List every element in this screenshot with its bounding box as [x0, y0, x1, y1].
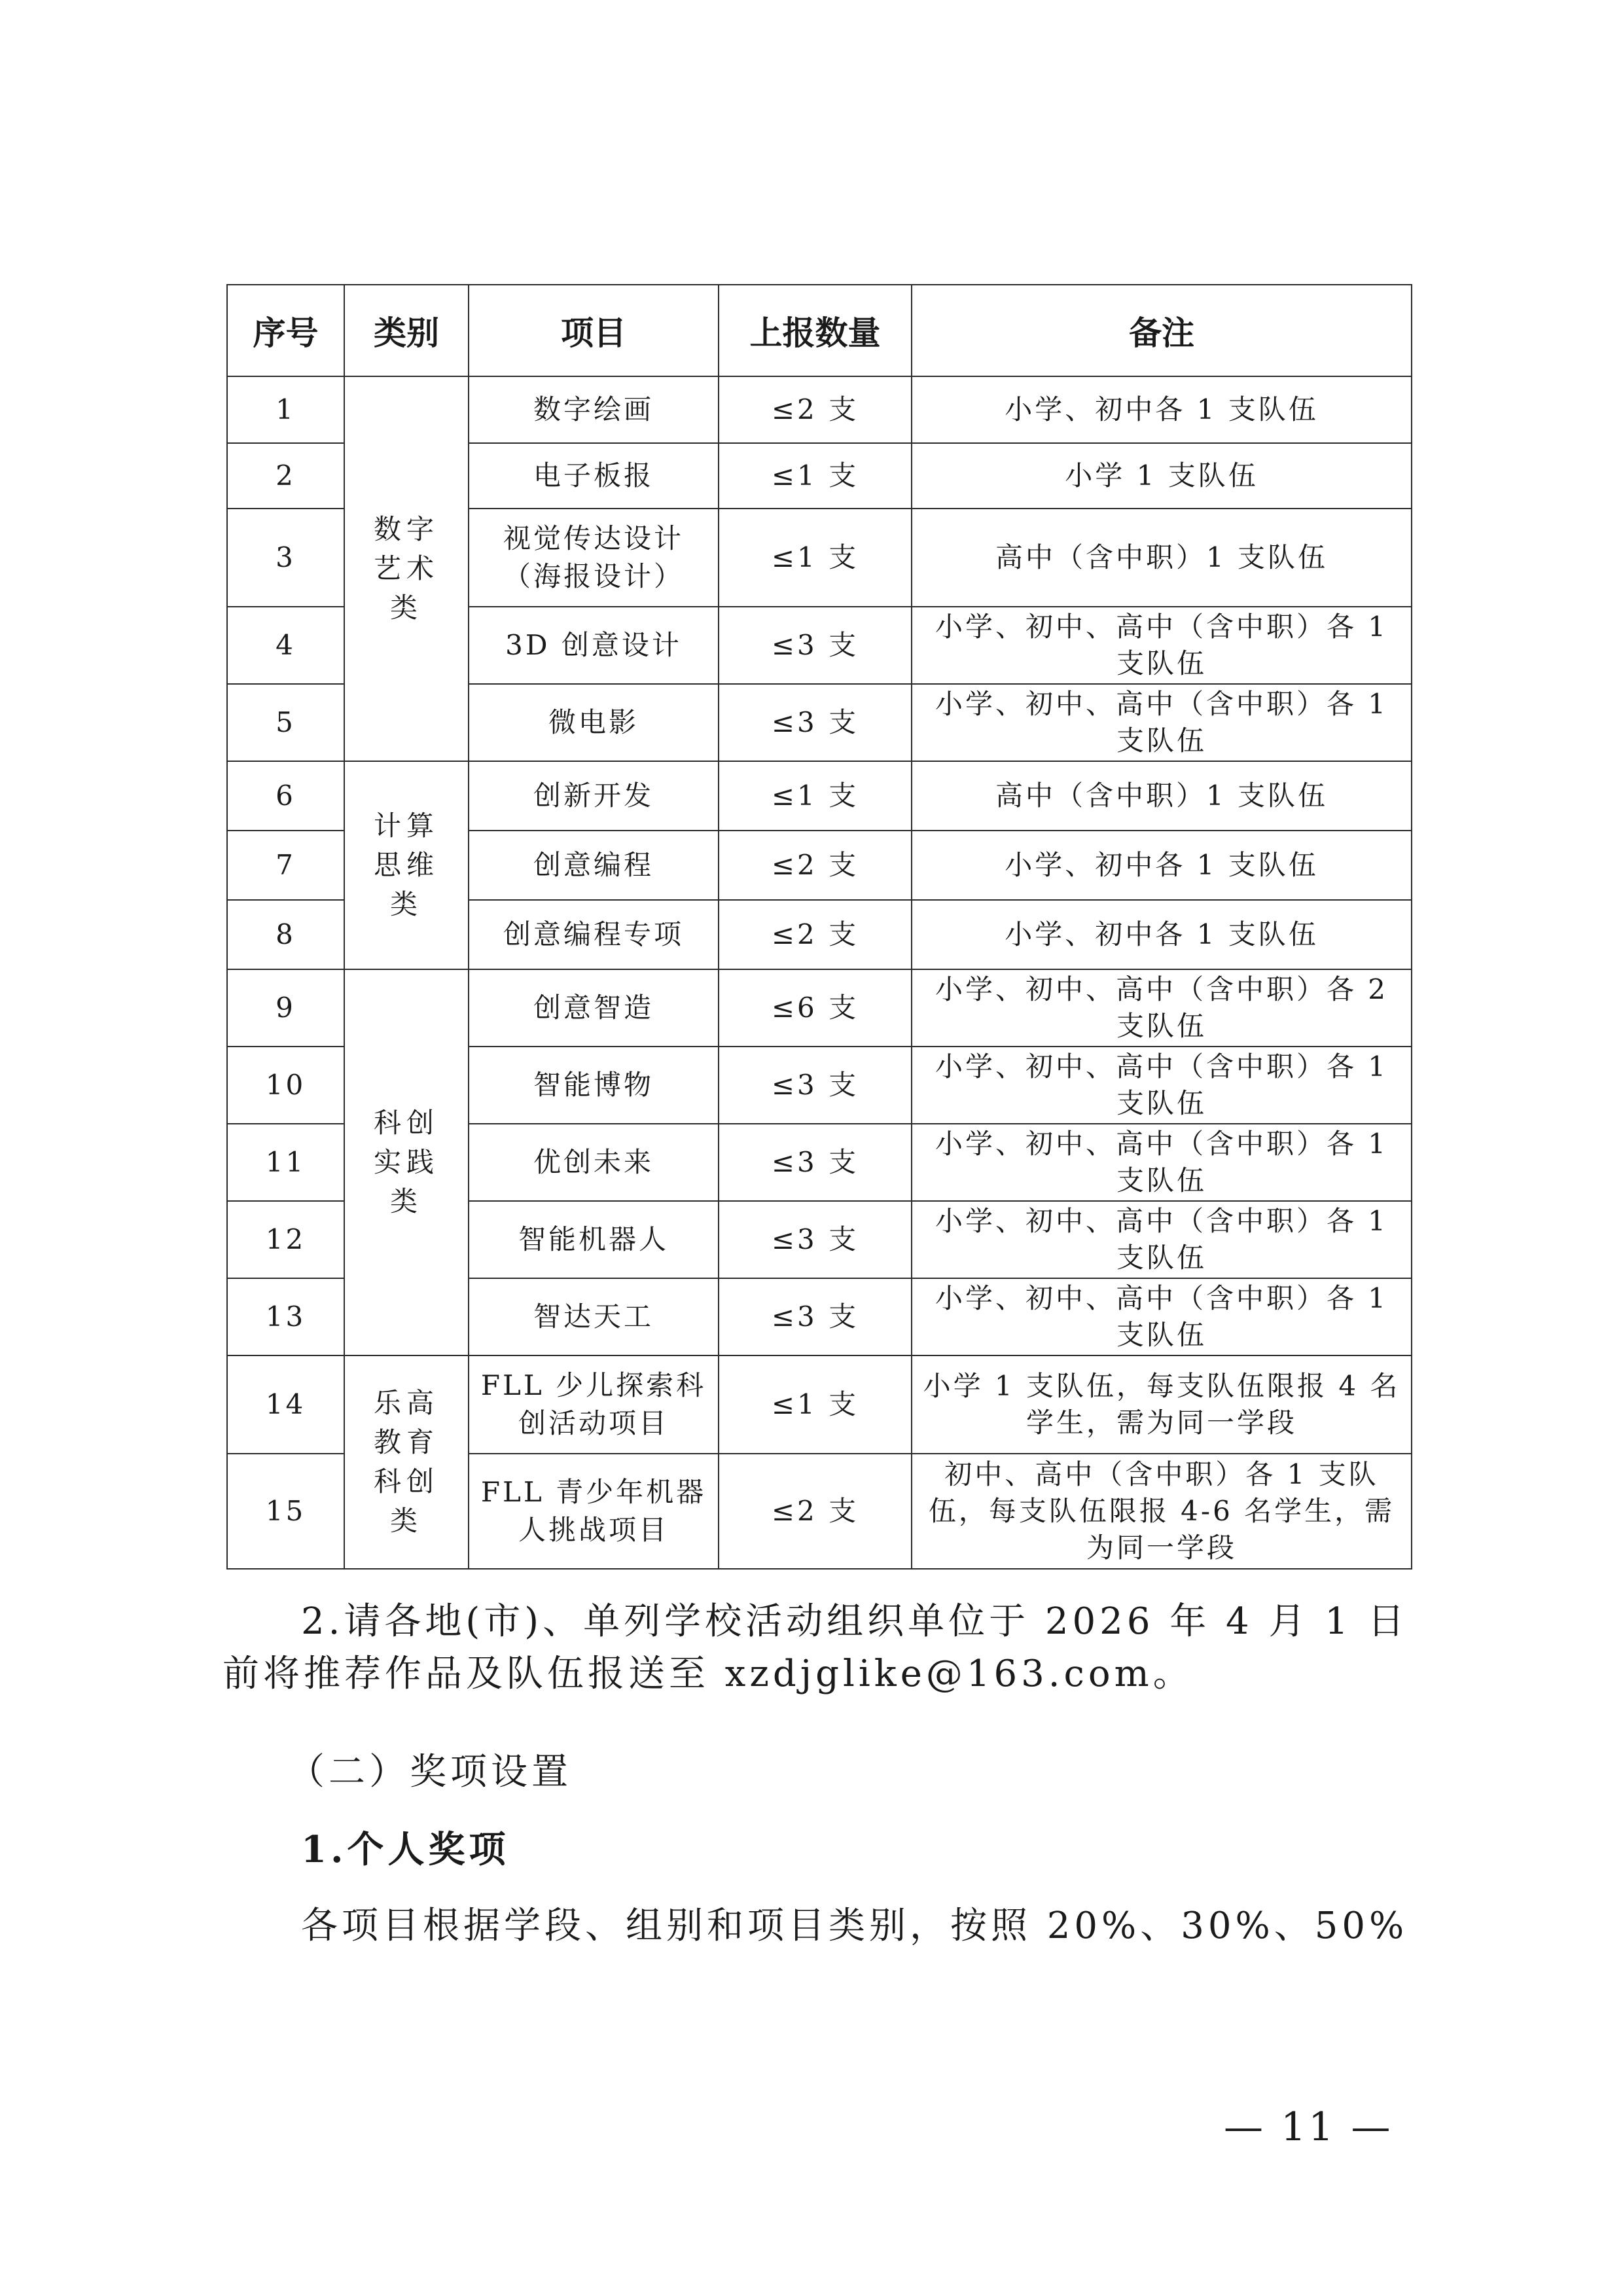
- row-note: 小学、初中、高中（含中职）各 1 支队伍: [912, 1201, 1412, 1278]
- row-note: 小学、初中、高中（含中职）各 1 支队伍: [912, 1047, 1412, 1124]
- row-note: 小学、初中、高中（含中职）各 1 支队伍: [912, 684, 1412, 761]
- row-note: 小学、初中各 1 支队伍: [912, 900, 1412, 969]
- row-no: 10: [227, 1047, 344, 1124]
- row-no: 15: [227, 1454, 344, 1569]
- row-no: 2: [227, 443, 344, 509]
- table-row: [227, 969, 1412, 1047]
- row-item: FLL 少儿探索科创活动项目: [469, 1355, 719, 1454]
- row-note: 高中（含中职）1 支队伍: [912, 509, 1412, 607]
- row-no: 4: [227, 607, 344, 684]
- row-quota: ≤2 支: [719, 1454, 912, 1569]
- header-item: 项目: [469, 285, 719, 376]
- row-quota: ≤2 支: [719, 376, 912, 443]
- body-paragraph: 各项目根据学段、组别和项目类别，按照 20%、30%、50%: [301, 1905, 1408, 1947]
- row-quota: ≤1 支: [719, 1355, 912, 1454]
- row-note: 小学、初中、高中（含中职）各 1 支队伍: [912, 1124, 1412, 1201]
- row-quota: ≤3 支: [719, 1278, 912, 1355]
- row-no: 11: [227, 1124, 344, 1201]
- row-quota: ≤3 支: [719, 684, 912, 761]
- row-item: 创意编程: [469, 831, 719, 900]
- row-no: 5: [227, 684, 344, 761]
- category-label: 数字艺术类: [374, 513, 440, 624]
- row-quota: ≤1 支: [719, 443, 912, 509]
- row-no: 14: [227, 1355, 344, 1454]
- category-cell: [344, 1355, 469, 1569]
- row-item: 微电影: [469, 684, 719, 761]
- table-header-row: [227, 285, 1412, 376]
- row-quota: ≤1 支: [719, 761, 912, 831]
- row-quota: ≤3 支: [719, 1201, 912, 1278]
- row-no: 6: [227, 761, 344, 831]
- row-item: 智达天工: [469, 1278, 719, 1355]
- row-item: 创意智造: [469, 969, 719, 1047]
- table-row: [227, 761, 1412, 831]
- row-quota: ≤6 支: [719, 969, 912, 1047]
- row-note: 小学、初中、高中（含中职）各 1 支队伍: [912, 607, 1412, 684]
- row-note: 初中、高中（含中职）各 1 支队伍，每支队伍限报 4-6 名学生，需为同一学段: [912, 1454, 1412, 1569]
- table-row: [227, 376, 1412, 443]
- row-no: 1: [227, 376, 344, 443]
- category-label: 科创实践类: [374, 1107, 440, 1217]
- row-item: 电子板报: [469, 443, 719, 509]
- page-number: — 11 —: [1224, 2104, 1393, 2150]
- row-note: 高中（含中职）1 支队伍: [912, 761, 1412, 831]
- row-no: 3: [227, 509, 344, 607]
- row-no: 9: [227, 969, 344, 1047]
- row-item: 创意编程专项: [469, 900, 719, 969]
- row-quota: ≤2 支: [719, 831, 912, 900]
- row-quota: ≤1 支: [719, 509, 912, 607]
- table-row: [227, 1355, 1412, 1454]
- row-item: 视觉传达设计（海报设计）: [469, 509, 719, 607]
- row-note: 小学、初中各 1 支队伍: [912, 831, 1412, 900]
- row-no: 8: [227, 900, 344, 969]
- row-quota: ≤3 支: [719, 607, 912, 684]
- quota-table: [226, 284, 1412, 1570]
- row-no: 12: [227, 1201, 344, 1278]
- row-note: 小学 1 支队伍: [912, 443, 1412, 509]
- row-note: 小学 1 支队伍，每支队伍限报 4 名学生，需为同一学段: [912, 1355, 1412, 1454]
- row-no: 13: [227, 1278, 344, 1355]
- row-quota: ≤3 支: [719, 1124, 912, 1201]
- row-quota: ≤3 支: [719, 1047, 912, 1124]
- header-category: 类别: [344, 285, 469, 376]
- subheading: 1.个人奖项: [301, 1828, 510, 1871]
- row-note: 小学、初中各 1 支队伍: [912, 376, 1412, 443]
- section-heading: （二）奖项设置: [288, 1751, 572, 1793]
- row-quota: ≤2 支: [719, 900, 912, 969]
- submission-paragraph: 2.请各地(市)、单列学校活动组织单位于 2026 年 4 月 1 日前将推荐作品及队伍报送至 xzdjglike@163.com。: [223, 1600, 1408, 1695]
- category-label: 乐高教育科创类: [374, 1387, 440, 1537]
- row-no: 7: [227, 831, 344, 900]
- header-note: 备注: [912, 285, 1412, 376]
- category-label: 计算思维类: [374, 810, 440, 920]
- header-no: 序号: [227, 285, 344, 376]
- row-item: 创新开发: [469, 761, 719, 831]
- row-item: 智能博物: [469, 1047, 719, 1124]
- category-cell: [344, 761, 469, 969]
- row-item: 数字绘画: [469, 376, 719, 443]
- header-quota: 上报数量: [719, 285, 912, 376]
- row-item: FLL 青少年机器人挑战项目: [469, 1454, 719, 1569]
- category-cell: [344, 969, 469, 1355]
- row-note: 小学、初中、高中（含中职）各 1 支队伍: [912, 1278, 1412, 1355]
- row-item: 智能机器人: [469, 1201, 719, 1278]
- row-item: 优创未来: [469, 1124, 719, 1201]
- row-item: 3D 创意设计: [469, 607, 719, 684]
- row-note: 小学、初中、高中（含中职）各 2 支队伍: [912, 969, 1412, 1047]
- category-cell: [344, 376, 469, 761]
